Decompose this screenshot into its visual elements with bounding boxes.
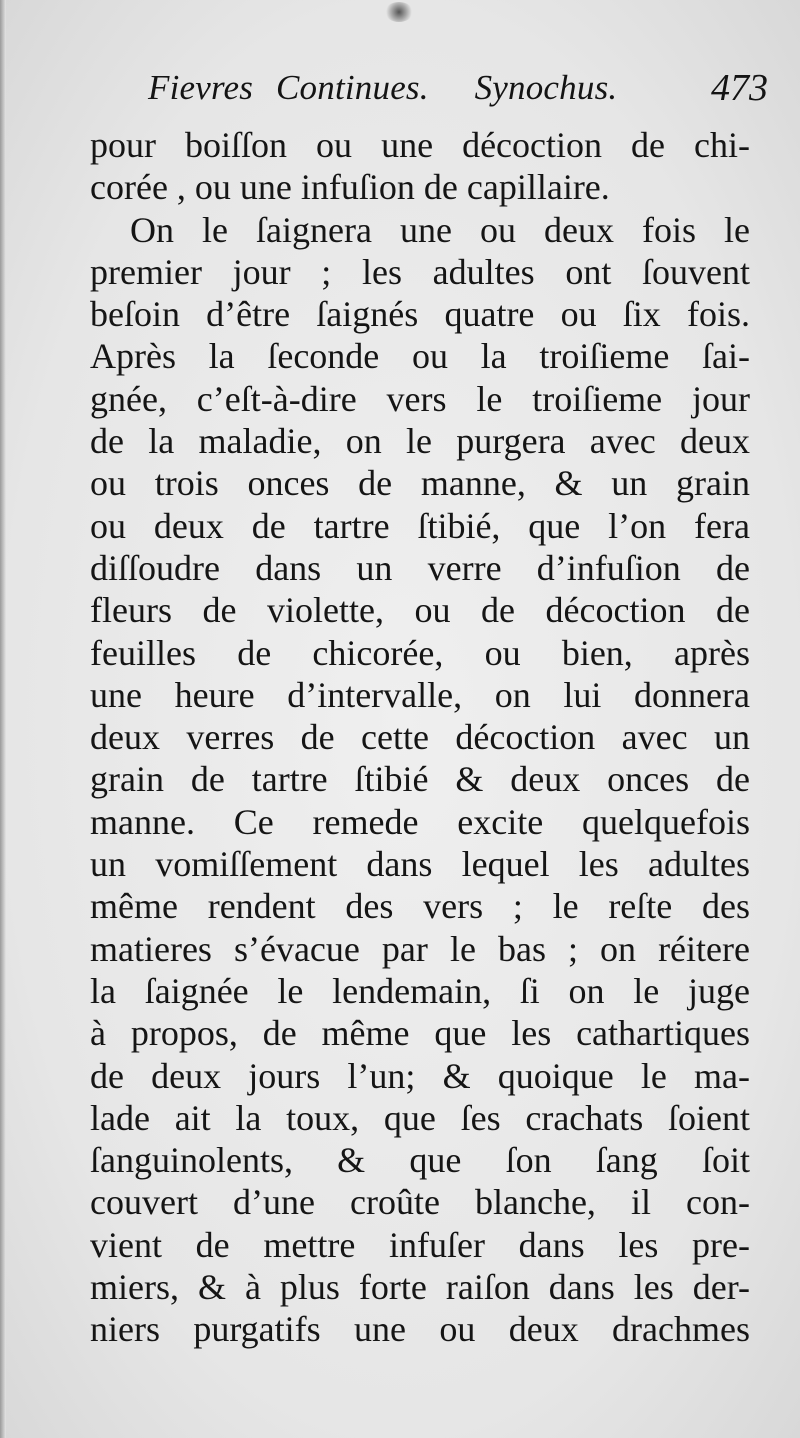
text-line: corée , ou une infuſion de capillaire. [90,167,610,208]
text-line: deux verres de cette décoction avec un [90,717,750,758]
text-line: diſſoudre dans un verre d’infuſion de [90,547,750,588]
text-line: ſanguinolents, & que ſon ſang ſoit [90,1140,750,1181]
text-line: manne. Ce remede excite quelquefois [90,801,750,842]
text-line: ou trois onces de manne, & un grain [90,463,750,504]
text-line: miers, & à plus forte raiſon dans les der- [90,1267,750,1308]
text-line: Après la ſeconde ou la troiſieme ſai- [90,336,750,377]
text-line: ou deux de tartre ſtibié, que l’on fera [90,505,750,546]
page-number: 473 [711,67,768,109]
body-text [90,124,750,1351]
text-line: grain de tartre ſtibié & deux onces de [90,759,750,800]
text-line: une heure d’intervalle, on lui donnera [90,674,750,715]
text-line: même rendent des vers ; le reſte des [90,886,750,927]
ink-smudge [385,2,413,22]
text-line: à propos, de même que les cathartiques [90,1013,750,1054]
text-line: la ſaignée le lendemain, ſi on le juge [90,970,750,1011]
text-line: de la maladie, on le purgera avec deux [90,421,750,462]
text-line: gnée, c’eſt-à-dire vers le troiſieme jour [90,378,750,419]
text-line: premier jour ; les adultes ont ſouvent [90,251,750,292]
text-line: vient de mettre infuſer dans les pre- [90,1224,750,1265]
text-line: lade ait la toux, que ſes crachats ſoient [90,1097,750,1138]
running-title: Fievres Continues. Synochus. [148,68,618,107]
text-line: couvert d’une croûte blanche, il con- [90,1182,750,1223]
text-line: un vomiſſement dans lequel les adultes [90,844,750,885]
text-line: de deux jours l’un; & quoique le ma- [90,1055,750,1096]
text-line: beſoin d’être ſaignés quatre ou ſix fois. [90,294,750,335]
page-header [148,62,768,118]
text-line: matieres s’évacue par le bas ; on réitere [90,928,750,969]
page-gutter-shadow [0,0,6,1438]
text-line: feuilles de chicorée, ou bien, après [90,632,750,673]
text-line: On le ſaignera une ou deux fois le [130,209,750,250]
text-line: pour boiſſon ou une décoction de chi- [90,125,750,165]
text-line: niers purgatifs une ou deux drachmes [90,1309,750,1350]
text-line: fleurs de violette, ou de décoction de [90,590,750,631]
